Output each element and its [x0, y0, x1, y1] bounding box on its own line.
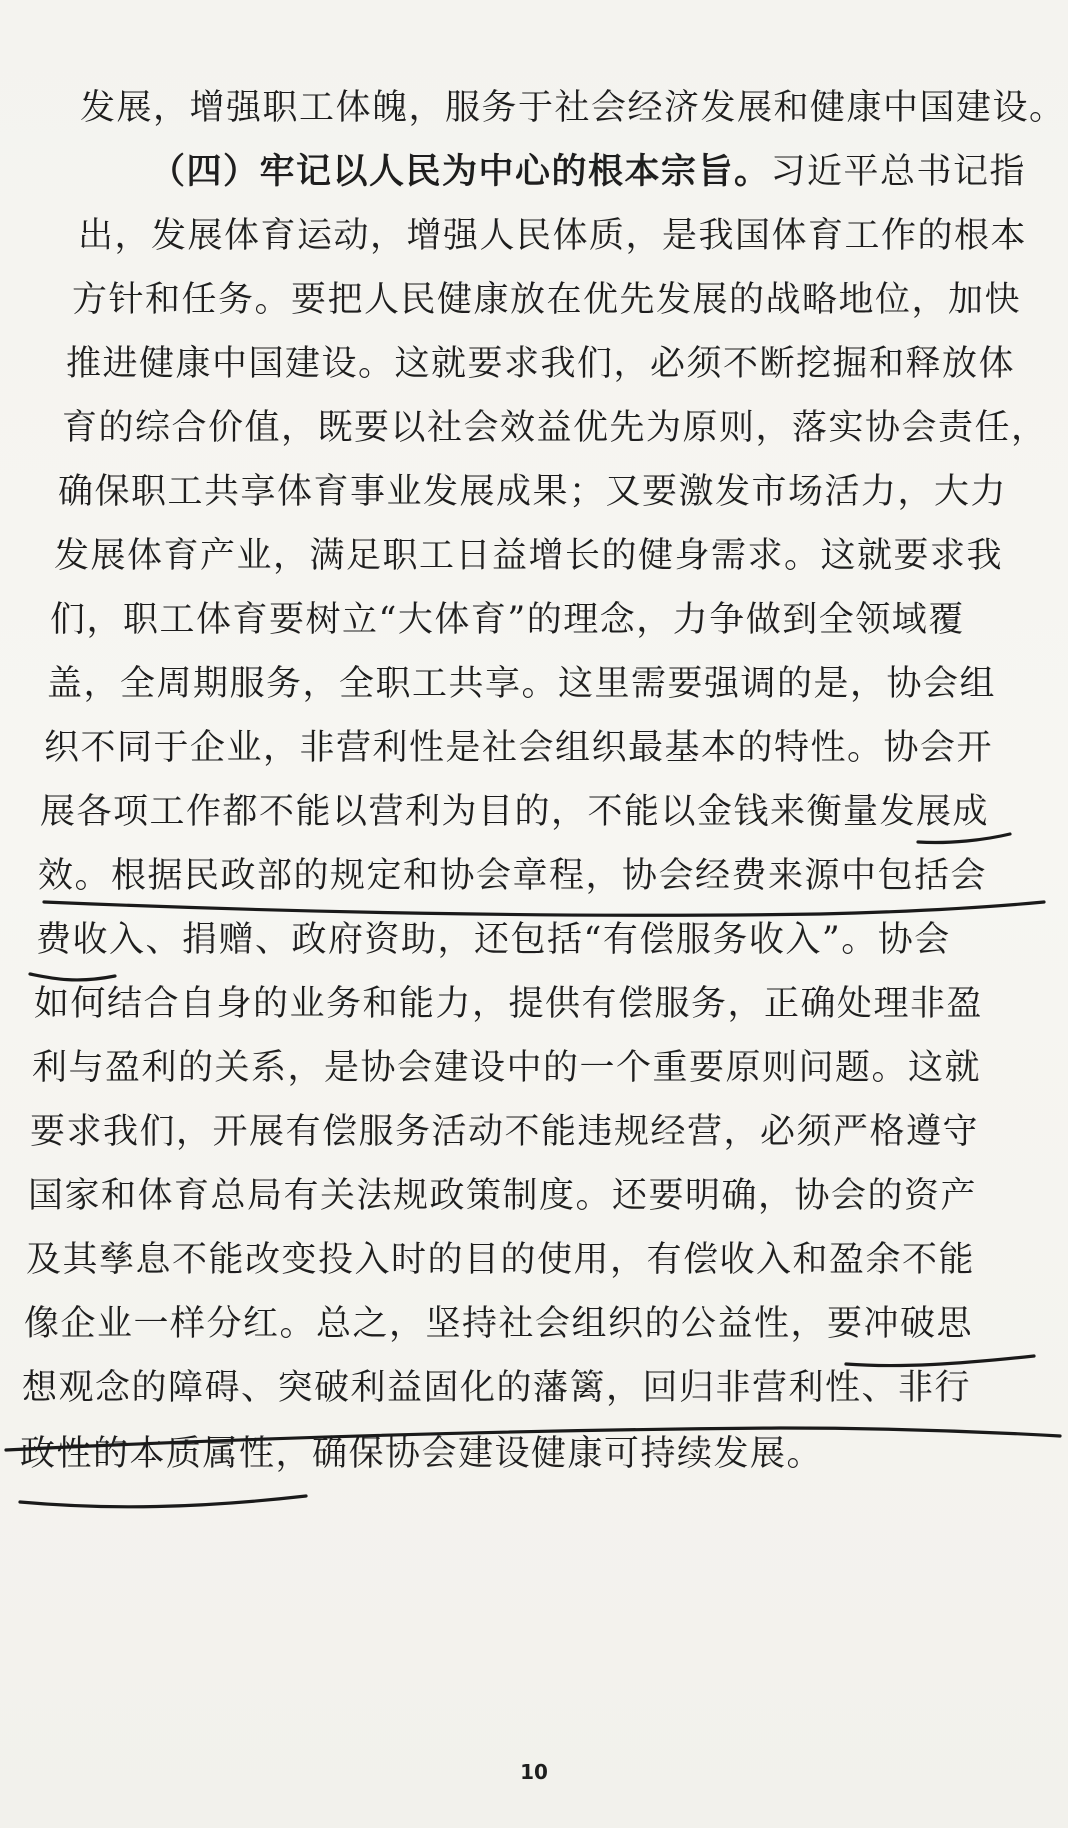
text-line-4: 方针和任务。要把人民健康放在优先发展的战略地位，加快: [72, 280, 1022, 320]
text-line-6: 育的综合价值，既要以社会效益优先为原则，落实协会责任，: [62, 408, 1048, 448]
text-line-3: 出，发展体育运动，增强人民体质，是我国体育工作的根本: [78, 216, 1028, 256]
text-line-18: 国家和体育总局有关法规政策制度。还要明确，协会的资产: [28, 1176, 978, 1216]
text-line-12: 展各项工作都不能以营利为目的，不能以金钱来衡量发展成: [40, 792, 990, 832]
text-line-8: 发展体育产业，满足职工日益增长的健身需求。这就要求我: [54, 536, 1004, 576]
text-line-13: 效。根据民政部的规定和协会章程，协会经费来源中包括会: [38, 856, 988, 896]
underline-stroke-2: [44, 902, 1044, 915]
text-line-1: 发展，增强职工体魄，服务于社会经济发展和健康中国建设。: [80, 88, 1066, 128]
text-line-9: 们，职工体育要树立“大体育”的理念，力争做到全领域覆: [50, 600, 965, 640]
text-line-11: 织不同于企业，非营利性是社会组织最基本的特性。协会开: [44, 728, 994, 768]
text-line-2: [150, 150, 1026, 194]
text-line-21: 想观念的障碍、突破利益固化的藩篱，回归非营利性、非行: [22, 1368, 972, 1408]
underline-stroke-3: [30, 974, 115, 980]
underline-stroke-6: [20, 1496, 306, 1507]
text-line-17: 要求我们，开展有偿服务活动不能违规经营，必须严格遵守: [30, 1112, 980, 1152]
text-line-5: 推进健康中国建设。这就要求我们，必须不断挖掘和释放体: [66, 344, 1016, 384]
section-heading-continuation: 习近平总书记指: [770, 152, 1027, 192]
text-line-15: 如何结合自身的业务和能力，提供有偿服务，正确处理非盈: [34, 984, 984, 1024]
text-line-14: 费收入、捐赠、政府资助，还包括“有偿服务收入”。协会: [36, 920, 951, 960]
page-number: 10: [520, 1760, 548, 1784]
text-line-10: 盖，全周期服务，全职工共享。这里需要强调的是，协会组: [47, 664, 997, 704]
underline-stroke-4: [846, 1356, 1034, 1366]
text-line-16: 利与盈利的关系，是协会建设中的一个重要原则问题。这就: [32, 1048, 982, 1088]
text-line-19: 及其孳息不能改变投入时的目的使用，有偿收入和盈余不能: [26, 1240, 976, 1280]
underline-stroke-1: [918, 834, 1010, 843]
text-line-22: 政性的本质属性，确保协会建设健康可持续发展。: [20, 1434, 824, 1474]
text-line-7: 确保职工共享体育事业发展成果；又要激发市场活力，大力: [58, 472, 1008, 512]
section-heading: （四）牢记以人民为中心的根本宗旨。: [150, 151, 771, 192]
text-line-20: 像企业一样分红。总之，坚持社会组织的公益性，要冲破思: [24, 1304, 974, 1344]
